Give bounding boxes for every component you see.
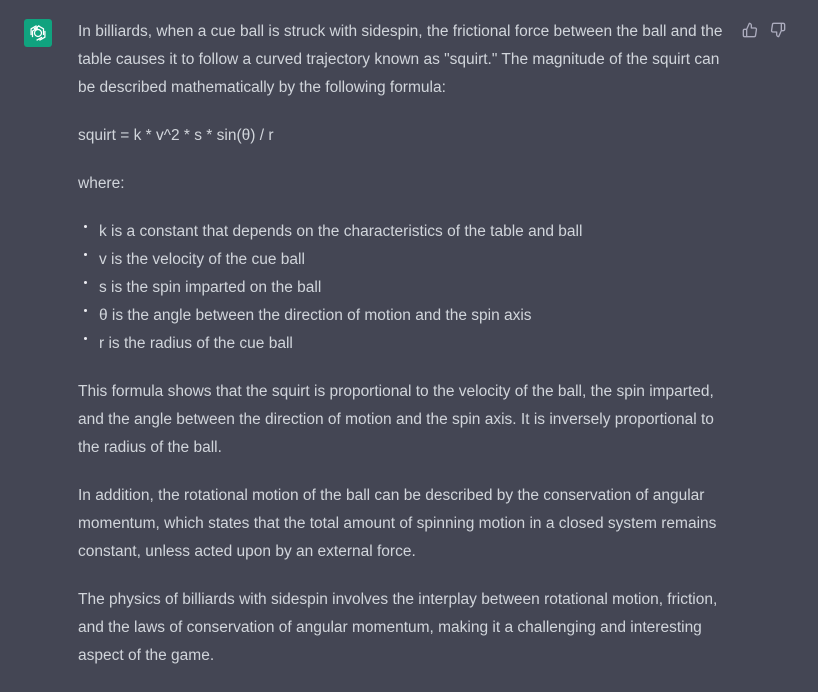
thumbs-down-button[interactable]: [769, 21, 787, 39]
angular-momentum-paragraph: In addition, the rotational motion of the ball can be described by the conservation of angular momentum, which states that the total amount of spinning motion in a closed system remains constant, unless acted upon by an external force.: [78, 487, 717, 560]
message-content: [78, 18, 728, 690]
thumbs-up-button[interactable]: [741, 21, 759, 39]
proportionality-paragraph: This formula shows that the squirt is proportional to the velocity of the ball, the spin imparted, and the angle between the direction of motion and the spin axis. It is inversely proportional to the radius of the ball.: [78, 383, 714, 456]
where-label: where:: [78, 175, 125, 192]
assistant-avatar: [24, 19, 52, 47]
thumbs-down-icon: [770, 22, 786, 38]
feedback-buttons: [741, 21, 787, 39]
bullet-icon: [84, 281, 87, 284]
list-item: [78, 302, 728, 330]
bullet-icon: [84, 253, 87, 256]
list-item-text: θ is the angle between the direction of motion and the spin axis: [99, 307, 532, 324]
conclusion-paragraph: The physics of billiards with sidespin involves the interplay between rotational motion, friction, and the laws of conservation of angular momentum, making it a challenging and interesting aspect of the game.: [78, 591, 718, 664]
list-item: [78, 246, 728, 274]
bullet-icon: [84, 225, 87, 228]
list-item-text: v is the velocity of the cue ball: [99, 251, 305, 268]
list-item: [78, 218, 728, 246]
openai-logo-icon: [28, 23, 48, 43]
bullet-icon: [84, 309, 87, 312]
list-item-text: s is the spin imparted on the ball: [99, 279, 322, 296]
list-item-text: r is the radius of the cue ball: [99, 335, 293, 352]
bullet-icon: [84, 337, 87, 340]
definitions-list: [78, 218, 728, 358]
list-item-text: k is a constant that depends on the characteristics of the table and ball: [99, 223, 583, 240]
formula-text: squirt = k * v^2 * s * sin(θ) / r: [78, 127, 274, 144]
list-item: [78, 274, 728, 302]
thumbs-up-icon: [742, 22, 758, 38]
intro-paragraph: In billiards, when a cue ball is struck with sidespin, the frictional force between the ball and the table causes it to follow a curved trajectory known as "squirt." The magnitude of the squirt can be described mathematically by the following formula:: [78, 23, 723, 96]
list-item: [78, 330, 728, 358]
